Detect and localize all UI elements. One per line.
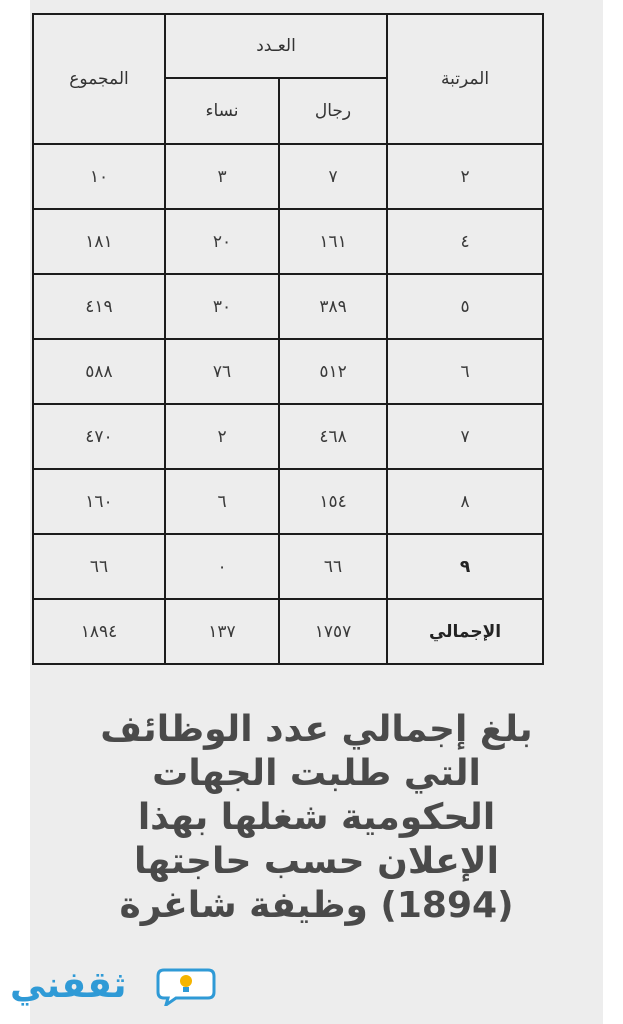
totals-row <box>33 599 543 664</box>
cell-total: ١٦٠ <box>33 469 165 534</box>
table-row <box>33 339 543 404</box>
cell-men: ٥١٢ <box>279 339 387 404</box>
header-total: المجموع <box>33 14 165 144</box>
table-row <box>33 469 543 534</box>
cell-total: ٤٧٠ <box>33 404 165 469</box>
cell-women: ٢٠ <box>165 209 279 274</box>
cell-rank: ٢ <box>387 144 543 209</box>
cell-women: ٦ <box>165 469 279 534</box>
caption-line: بلغ إجمالي عدد الوظائف <box>100 709 533 750</box>
header-women: نساء <box>165 78 279 144</box>
cell-total: ١٠ <box>33 144 165 209</box>
cell-rank: ٥ <box>387 274 543 339</box>
totals-men: ١٧٥٧ <box>279 599 387 664</box>
header-count: العـدد <box>165 14 387 78</box>
cell-women: ٣٠ <box>165 274 279 339</box>
totals-women: ١٣٧ <box>165 599 279 664</box>
caption-line: الإعلان حسب حاجتها <box>134 841 499 882</box>
cell-women: ٢ <box>165 404 279 469</box>
cell-rank: ٦ <box>387 339 543 404</box>
cell-total: ٥٨٨ <box>33 339 165 404</box>
cell-women: ٠ <box>165 534 279 599</box>
totals-total: ١٨٩٤ <box>33 599 165 664</box>
cell-rank: ٩ <box>387 534 543 599</box>
cell-men: ١٥٤ <box>279 469 387 534</box>
summary-caption <box>30 708 603 928</box>
right-margin <box>603 0 623 1024</box>
caption-line: (1894) وظيفة شاغرة <box>119 885 514 926</box>
cell-women: ٣ <box>165 144 279 209</box>
site-logo <box>10 958 240 1018</box>
cell-men: ١٦١ <box>279 209 387 274</box>
logo-text: ثقفني <box>10 965 127 1006</box>
cell-women: ٧٦ <box>165 339 279 404</box>
table-row <box>33 534 543 599</box>
lightbulb-icon <box>156 966 216 1006</box>
cell-rank: ٨ <box>387 469 543 534</box>
cell-total: ٦٦ <box>33 534 165 599</box>
cell-men: ٤٦٨ <box>279 404 387 469</box>
header-rank: المرتبة <box>387 14 543 144</box>
caption-line: التي طلبت الجهات <box>152 753 481 794</box>
cell-rank: ٧ <box>387 404 543 469</box>
cell-total: ١٨١ <box>33 209 165 274</box>
left-margin <box>0 0 30 1024</box>
table-row <box>33 144 543 209</box>
table-row <box>33 209 543 274</box>
cell-men: ٧ <box>279 144 387 209</box>
cell-rank: ٤ <box>387 209 543 274</box>
cell-total: ٤١٩ <box>33 274 165 339</box>
table-row <box>33 274 543 339</box>
table-row <box>33 404 543 469</box>
totals-label: الإجمالي <box>387 599 543 664</box>
header-men: رجال <box>279 78 387 144</box>
cell-men: ٦٦ <box>279 534 387 599</box>
cell-men: ٣٨٩ <box>279 274 387 339</box>
jobs-table <box>32 13 544 665</box>
caption-line: الحكومية شغلها بهذا <box>137 797 496 838</box>
